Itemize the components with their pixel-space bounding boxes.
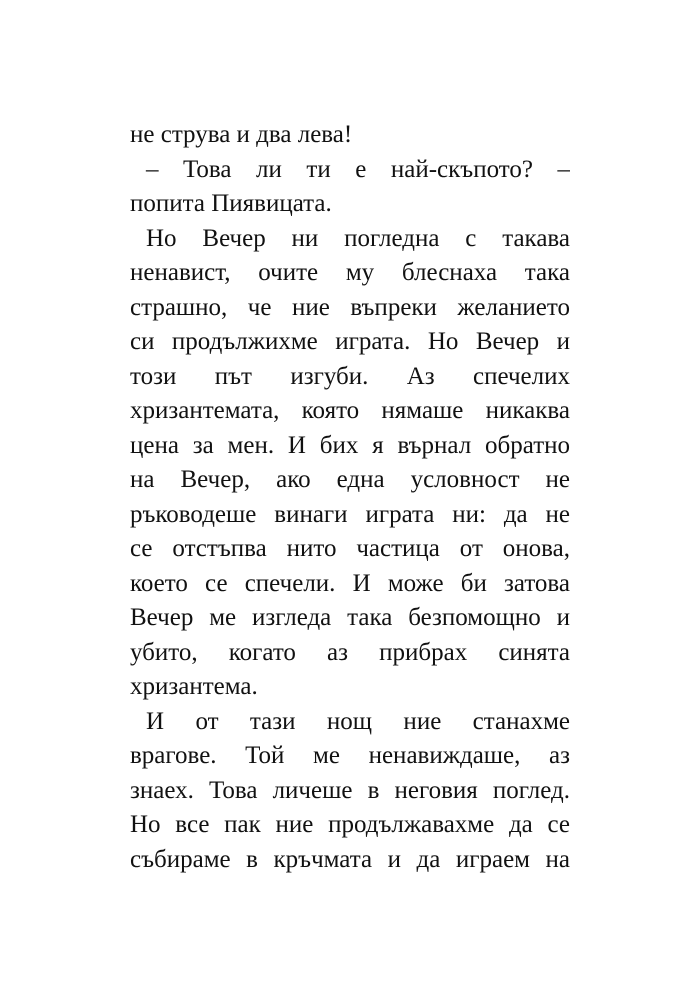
text-line: се отстъпва нито частица от онова, — [130, 535, 570, 562]
text-line: на Вечер, ако една условност не — [130, 466, 570, 493]
text-line: не струва и два лева! — [130, 121, 353, 148]
text-line: събираме в кръчмата и да играем на — [130, 845, 570, 873]
text-line: врагове. Той ме ненавиждаше, аз — [130, 742, 570, 769]
text-line: убито, когато аз прибрах синята — [130, 638, 570, 666]
text-line: което се спечели. И може би затова — [130, 569, 570, 597]
text-line: страшно, че ние въпреки желанието — [130, 293, 570, 321]
text-line: този път изгуби. Аз спечелих — [130, 362, 570, 390]
text-line: си продължихме играта. Но Вечер и — [130, 328, 570, 355]
text-line: Но все пак ние продължавахме да се — [130, 811, 570, 838]
text-line: И от тази нощ ние станахме — [146, 707, 570, 735]
body-text — [130, 118, 570, 877]
text-line: цена за мен. И бих я върнал обратно — [130, 431, 570, 459]
text-line: хризантема. — [130, 673, 258, 700]
text-line: ненавист, очите му блеснаха така — [130, 259, 570, 286]
text-line: попита Пиявицата. — [130, 190, 332, 217]
text-line: Но Вечер ни погледна с такава — [146, 224, 570, 252]
text-line: ръководеше винаги играта ни: да не — [130, 500, 570, 528]
text-line: Вечер ме изгледа така безпомощно и — [130, 604, 570, 631]
text-line: хризантемата, която нямаше никаква — [130, 397, 570, 424]
text-line: – Това ли ти е най-скъпото? – — [146, 155, 570, 183]
text-line: знаех. Това личеше в неговия поглед. — [130, 776, 570, 804]
